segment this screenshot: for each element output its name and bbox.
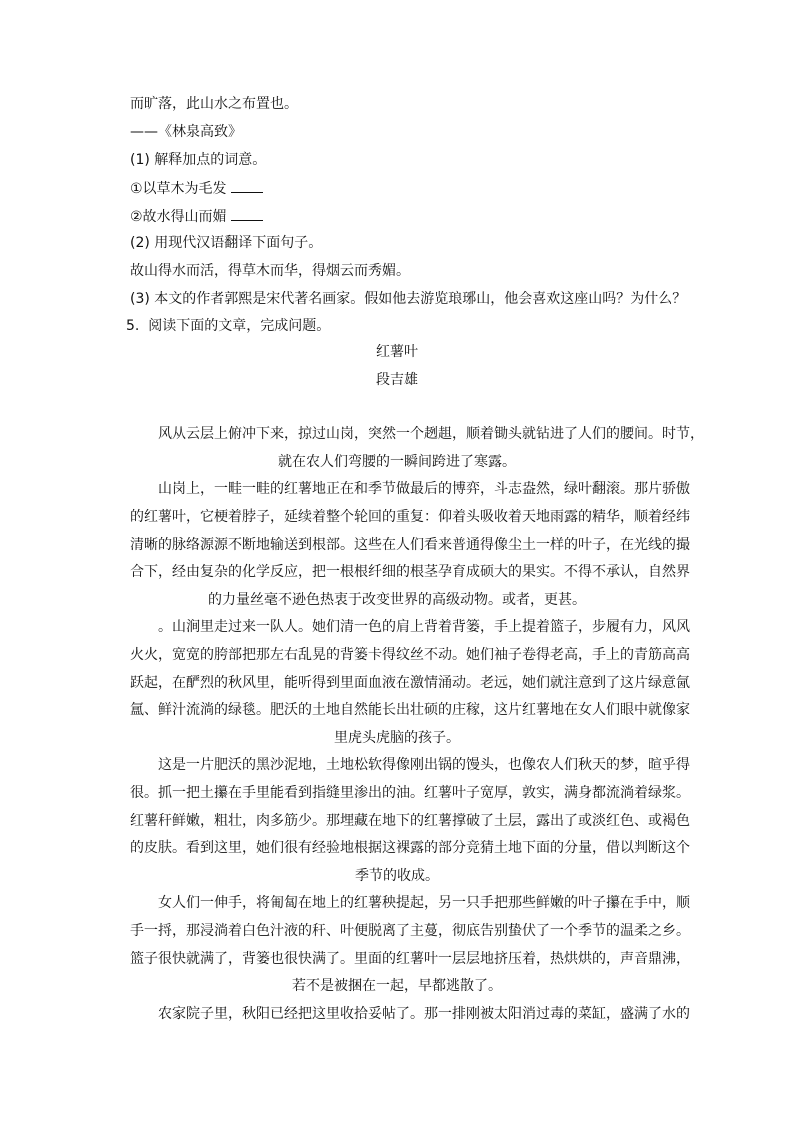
article-line: 红薯秆鲜嫩，粗壮，肉多筋少。那埋藏在地下的红薯撑破了土层，露出了或淡红色、或褐色 <box>130 813 690 829</box>
q4-sub2-sentence: 故山得水而活，得草木而华，得烟云而秀媚。 <box>130 263 410 279</box>
article-line: 的红薯叶，它梗着脖子，延续着整个轮回的重复：仰着头吸收着天地雨露的精华，顺着经纬 <box>130 509 690 525</box>
article-line: 的力量丝毫不逊色热衷于改变世界的高级动物。或者，更甚。 <box>208 592 586 608</box>
q4-sub1-item-b <box>130 206 263 227</box>
q5-number: 5. <box>126 318 140 334</box>
article-line: 女人们一伸手，将匍匐在地上的红薯秧提起，另一只手把那些鲜嫩的叶子攥在手中，顺 <box>158 895 690 911</box>
article-line: 跃起，在酽烈的秋风里，能听得到里面血液在激情涌动。老远，她们就注意到了这片绿意氤 <box>130 675 690 691</box>
article-line: 山岗上，一畦一畦的红薯地正在和季节做最后的博弈，斗志盎然，绿叶翻滚。那片骄傲 <box>158 481 690 497</box>
article-line: 若不是被捆在一起，早都逃散了。 <box>292 978 502 994</box>
answer-blank[interactable] <box>231 178 263 193</box>
article-line: 很。抓一把土攥在手里能看到指缝里渗出的油。红薯叶子宽厚，敦实，满身都流淌着绿浆。 <box>130 785 690 801</box>
article-line: 手一捋，那浸淌着白色汁液的秆、叶便脱离了主蔓，彻底告别蛰伏了一个季节的温柔之乡。 <box>130 923 690 939</box>
q4-sub1-prompt: (1) 解释加点的词意。 <box>130 152 267 168</box>
article-title: 红薯叶 <box>376 344 418 360</box>
article-line: 火火，宽宽的胯部把那左右乱晃的背篓卡得纹丝不动。她们袖子卷得老高，手上的青筋高高 <box>130 647 690 663</box>
q4-sub1-item-a <box>130 178 263 199</box>
q4-sub3-prompt: (3) 本文的作者郭熙是宋代著名画家。假如他去游览琅琊山，他会喜欢这座山吗？为什么？ <box>130 291 687 307</box>
q4-sub1-item-a-text: ①以草木为毛发 <box>130 181 227 197</box>
article-author: 段吉雄 <box>376 372 418 388</box>
article-line: 清晰的脉络源源不断地输送到根部。这些在人们看来普通得像尘土一样的叶子，在光线的撮 <box>130 537 690 553</box>
passage-tail-line: 而旷落，此山水之布置也。 <box>130 96 298 112</box>
q5-prompt: 阅读下面的文章，完成问题。 <box>148 318 331 334</box>
answer-blank[interactable] <box>231 206 263 221</box>
article-line: 。山涧里走过来一队人。她们清一色的肩上背着背篓，手上提着篮子，步履有力，风风 <box>158 619 690 635</box>
article-line: 氲、鲜汁流淌的绿毯。肥沃的土地自然能长出壮硕的庄稼，这片红薯地在女人们眼中就像家 <box>130 702 690 718</box>
article-line: 这是一片肥沃的黑沙泥地，土地松软得像刚出锅的馒头，也像农人们秋天的梦，暄乎得 <box>158 757 690 773</box>
article-line: 合下，经由复杂的化学反应，把一根根纤细的根茎孕育成硕大的果实。不得不承认，自然界 <box>130 564 690 580</box>
article-line: 风从云层上俯冲下来，掠过山岗，突然一个趔趄，顺着锄头就钻进了人们的腰间。时节， <box>158 426 704 442</box>
article-line: 篮子很快就满了，背篓也很快满了。里面的红薯叶一层层地挤压着，热烘烘的，声音鼎沸， <box>130 951 690 967</box>
article-line: 就在农人们弯腰的一瞬间跨进了寒露。 <box>278 454 516 470</box>
passage-source: ——《林泉高致》 <box>130 124 242 140</box>
q5-heading <box>126 316 330 336</box>
article-line: 季节的收成。 <box>355 868 439 884</box>
article-line: 里虎头虎脑的孩子。 <box>334 730 460 746</box>
q4-sub2-prompt: (2) 用现代汉语翻译下面句子。 <box>130 235 323 251</box>
article-line: 农家院子里，秋阳已经把这里收拾妥帖了。那一排刚被太阳消过毒的菜缸，盛满了水的 <box>158 1006 690 1022</box>
q4-sub1-item-b-text: ②故水得山而媚 <box>130 209 227 225</box>
article-line: 的皮肤。看到这里，她们很有经验地根据这裸露的部分竞猜土地下面的分量，借以判断这个 <box>130 840 690 856</box>
